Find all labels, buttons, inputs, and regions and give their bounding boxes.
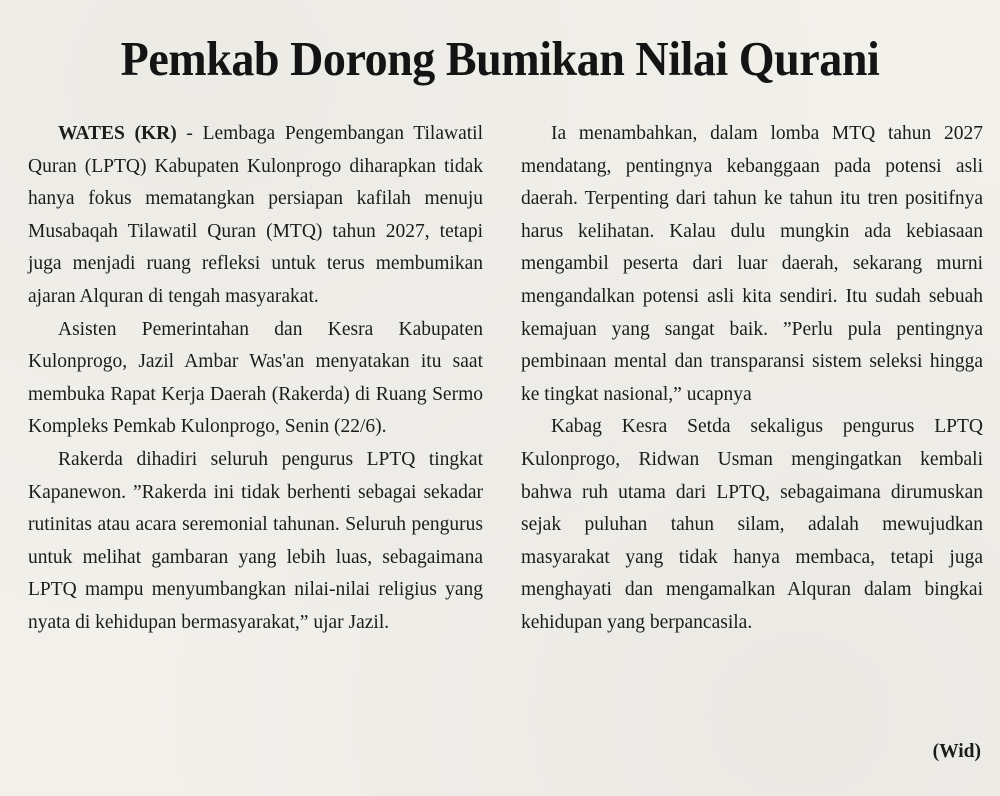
article-column-right — [521, 118, 983, 640]
article-headline: Pemkab Dorong Bumikan Nilai Qurani — [120, 31, 880, 86]
article-column-left — [28, 118, 483, 640]
article-byline: (Wid) — [932, 741, 981, 762]
article-paragraph: Kabag Kesra Setda sekaligus pengurus LPTQ Kulonprogo, Ridwan Usman mengingatkan kembali bahwa ruh utama dari LPTQ, sebagaimana dirumuskan sejak puluhan tahun silam, adalah mewujudkan masyarakat yang tidak hanya membaca, tetapi juga menghayati dan mengamalkan Alquran dalam bingkai kehidupan yang berpancasila. — [521, 416, 983, 633]
article-dateline: WATES (KR) — [58, 123, 177, 144]
article-paragraph: Ia menambahkan, dalam lomba MTQ tahun 2027 mendatang, pentingnya kebanggaan pada potensi asli daerah. Terpenting dari tahun ke tahun itu tren positifnya harus kelihatan. Kalau dulu mungkin ada kebiasaan mengambil peserta dari luar daerah, sekarang murni mengandalkan potensi asli kita sendiri. Itu sudah sebuah kemajuan yang sangat baik. ”Perlu pula pentingnya pembinaan mental dan transparansi sistem seleksi hingga ke tingkat nasional,” ucapnya — [521, 123, 983, 405]
byline-row — [521, 736, 983, 768]
article-paragraph: Rakerda dihadiri seluruh pengurus LPTQ tingkat Kapanewon. ”Rakerda ini tidak berhenti sebagai sekadar rutinitas atau acara seremonial tahunan. Seluruh pengurus untuk melihat gambaran yang lebih luas, sebagaimana LPTQ mampu menyumbangkan nilai-nilai religius yang nyata di kehidupan bermasyarakat,” ujar Jazil. — [28, 448, 483, 633]
article-paragraph — [28, 118, 483, 314]
article-paragraph: Asisten Pemerintahan dan Kesra Kabupaten Kulonprogo, Jazil Ambar Was'an menyatakan itu saat membuka Rapat Kerja Daerah (Rakerda) di Ruang Sermo Kompleks Pemkab Kulonprogo, Senin (22/6). — [28, 318, 483, 438]
article-paragraph-text: - Lembaga Pengembangan Tilawatil Quran (LPTQ) Kabupaten Kulonprogo diharapkan tidak hanya fokus mematangkan persiapan kafilah menuju Musabaqah Tilawatil Quran (MTQ) tahun 2027, tetapi juga menjadi ruang refleksi untuk terus membumikan ajaran Alquran di tengah masyarakat. — [28, 123, 483, 307]
